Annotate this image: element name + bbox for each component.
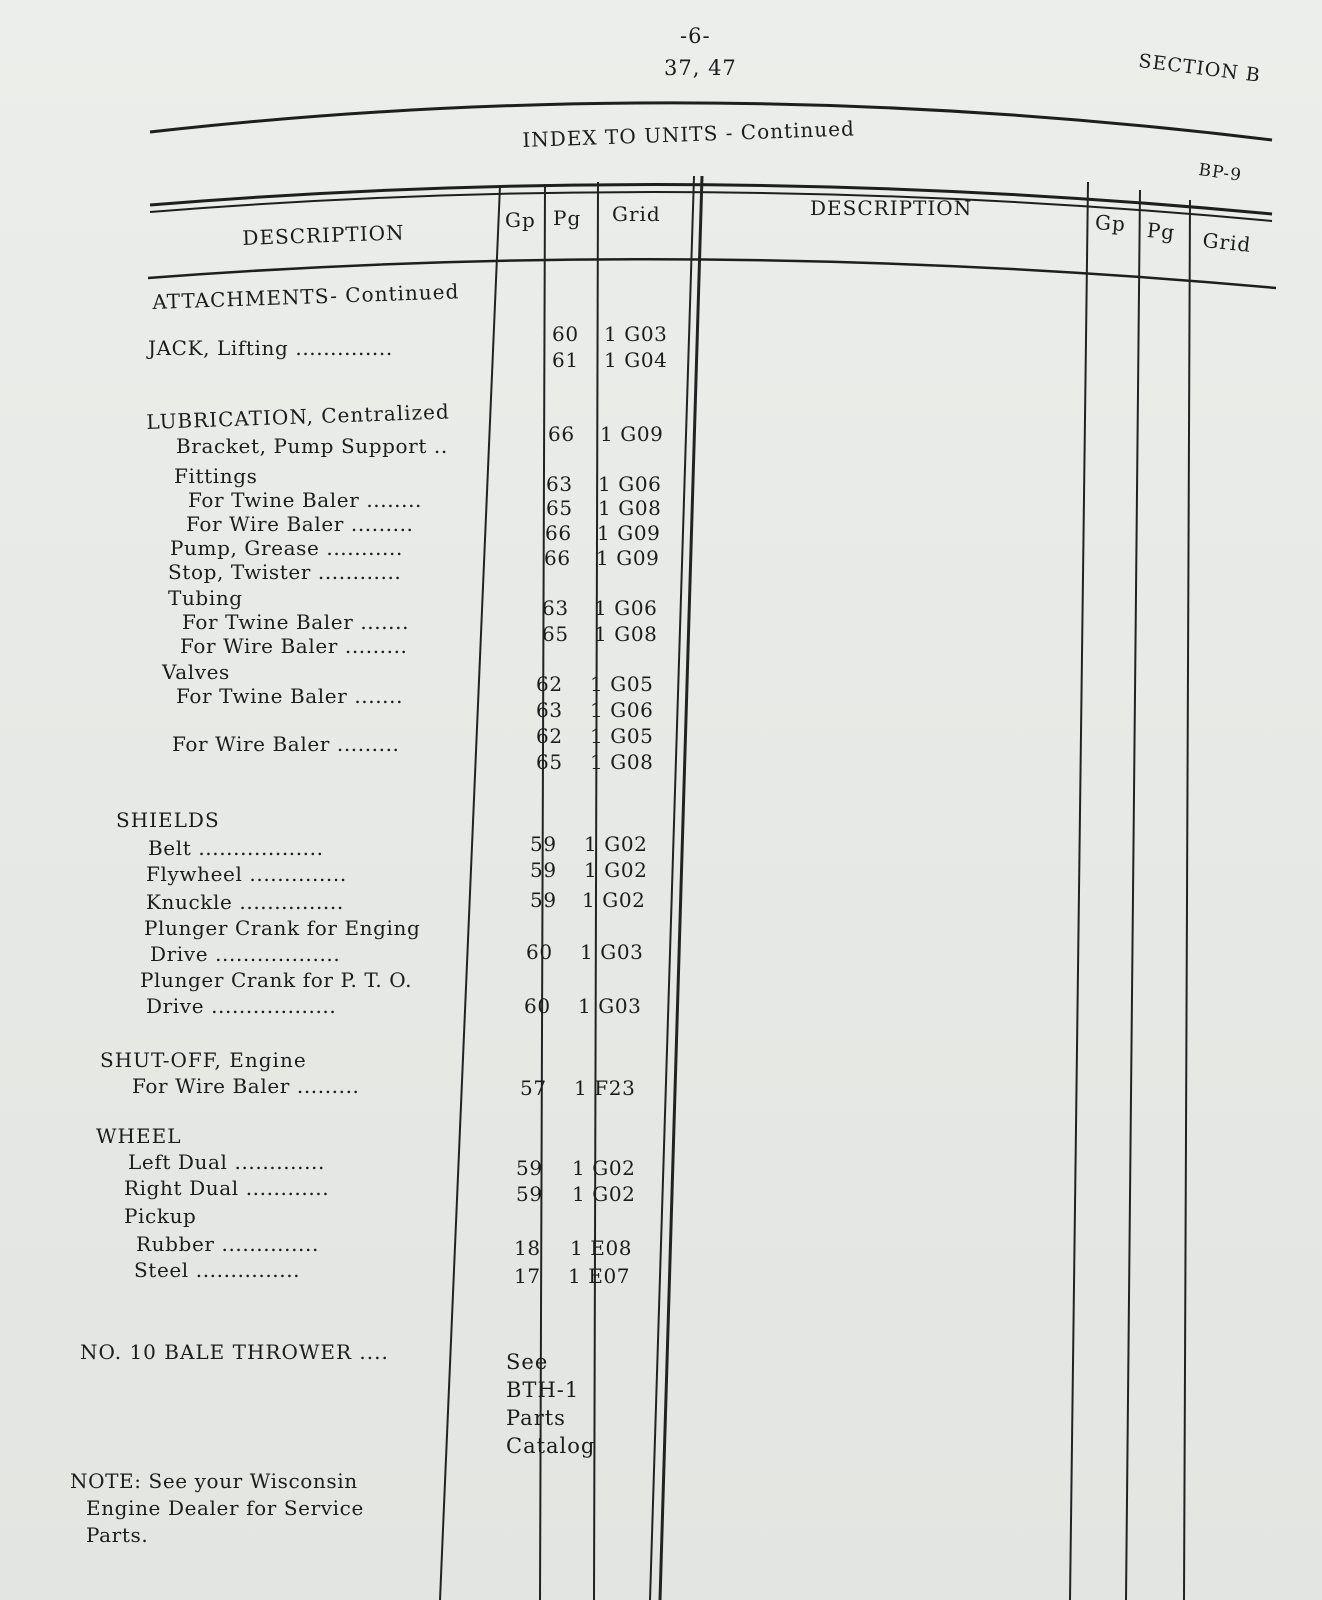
grid-value: 1 F23 [574,1076,636,1100]
entry-description: Tubing [168,586,243,610]
grid-value: 1 G09 [600,422,664,446]
entry-description: For Twine Baler ........ [188,488,422,512]
grid-value: 1 G05 [590,724,654,748]
grid-value: 1 G06 [598,472,662,496]
column-header-pg-left: Pg [553,206,582,230]
column-header-description-right: DESCRIPTION [810,196,973,220]
entry-description: Flywheel .............. [146,862,347,886]
gp-value: 61 [552,348,579,372]
service-note [70,1468,364,1549]
gp-value: 59 [530,858,557,882]
entry-description: Belt .................. [148,836,324,860]
grid-value: 1 G04 [604,348,668,372]
grid-value: 1 G03 [580,940,644,964]
entry-description: Left Dual ............. [128,1150,325,1174]
entry-description: Knuckle ............... [146,890,344,914]
grid-value: 1 G02 [572,1156,636,1180]
note-line: Engine Dealer for Service [86,1496,364,1520]
bale-thrower-label: NO. 10 BALE THROWER .... [80,1340,389,1364]
gp-value: 59 [516,1156,543,1180]
see-line: Catalog [506,1434,596,1458]
see-line: BTH-1 [506,1378,580,1402]
section-label: SECTION B [1137,50,1262,87]
index-title: INDEX TO UNITS - Continued [522,116,856,152]
entry-description: Bracket, Pump Support .. [176,434,448,458]
gp-value: 60 [524,994,551,1018]
column-header-description-left: DESCRIPTION [242,220,405,250]
entry-description: For Twine Baler ....... [176,684,404,708]
grid-value: 1 G06 [594,596,658,620]
entry-description: Rubber .............. [136,1232,319,1256]
section-heading-attachments: ATTACHMENTS- Continued [152,279,460,314]
entry-description: For Twine Baler ....... [182,610,410,634]
see-line: Parts [506,1406,566,1430]
grid-value: 1 G02 [584,858,648,882]
gp-value: 60 [552,322,579,346]
grid-value: 1 G08 [594,622,658,646]
gp-value: 65 [542,622,569,646]
column-header-grid-right: Grid [1201,228,1253,257]
entry-description: Steel ............... [134,1258,301,1282]
grid-value: 1 G03 [578,994,642,1018]
section-heading-lubrication: LUBRICATION, Centralized [146,399,451,434]
gp-value: 66 [544,546,571,570]
note-line: Parts. [86,1523,149,1547]
gp-value: 63 [546,472,573,496]
entry-description: Right Dual ............ [124,1176,330,1200]
grid-value: 1 G08 [598,496,662,520]
entry-description: For Wire Baler ......... [180,634,408,658]
grid-value: 1 G02 [582,888,646,912]
grid-value: 1 G09 [597,521,661,545]
column-header-gp-left: Gp [505,208,536,232]
gp-value: 59 [516,1182,543,1206]
gp-value: 66 [545,521,572,545]
entry-description: For Wire Baler ......... [172,732,400,756]
grid-value: 1 G03 [604,322,668,346]
section-heading-shut-off: SHUT-OFF, Engine [100,1048,307,1072]
gp-value: 59 [530,888,557,912]
catalog-code: BP-9 [1197,160,1244,186]
entry-description: Drive .................. [150,942,341,966]
grid-value: 1 E08 [570,1236,633,1260]
see-line: See [506,1350,549,1374]
section-heading-wheel: WHEEL [96,1124,182,1148]
grid-value: 1 G05 [590,672,654,696]
entry-description: Plunger Crank for Enging [144,916,421,940]
entry-description: For Wire Baler ......... [186,512,414,536]
page-number: -6- [680,24,711,48]
gp-value: 59 [530,832,557,856]
entry-description: JACK, Lifting .............. [148,336,393,360]
entry-description: Plunger Crank for P. T. O. [140,968,413,992]
entry-description: Fittings [174,464,258,488]
column-header-gp-right: Gp [1094,210,1127,237]
entry-description: Pickup [124,1204,197,1228]
gp-value: 65 [546,496,573,520]
grid-value: 1 G06 [590,698,654,722]
entry-description: Valves [162,660,230,684]
page-subnumber: 37, 47 [664,56,737,80]
grid-value: 1 E07 [568,1264,631,1288]
gp-value: 17 [514,1264,541,1288]
grid-value: 1 G02 [572,1182,636,1206]
gp-value: 65 [536,750,563,774]
column-header-grid-left: Grid [612,202,661,226]
entry-description: For Wire Baler ......... [132,1074,360,1098]
gp-value: 60 [526,940,553,964]
entry-description: Drive .................. [146,994,337,1018]
grid-value: 1 G02 [584,832,648,856]
grid-value: 1 G08 [590,750,654,774]
entry-description: Pump, Grease ........... [170,536,403,560]
gp-value: 62 [536,724,563,748]
grid-value: 1 G09 [596,546,660,570]
bale-thrower-reference [506,1348,595,1460]
entry-description: Stop, Twister ............ [168,560,402,584]
gp-value: 66 [548,422,575,446]
column-header-pg-right: Pg [1145,218,1177,245]
gp-value: 62 [536,672,563,696]
note-line: NOTE: See your Wisconsin [70,1469,358,1493]
section-heading-shields: SHIELDS [116,808,220,832]
gp-value: 63 [536,698,563,722]
gp-value: 63 [542,596,569,620]
gp-value: 18 [514,1236,541,1260]
gp-value: 57 [520,1076,547,1100]
